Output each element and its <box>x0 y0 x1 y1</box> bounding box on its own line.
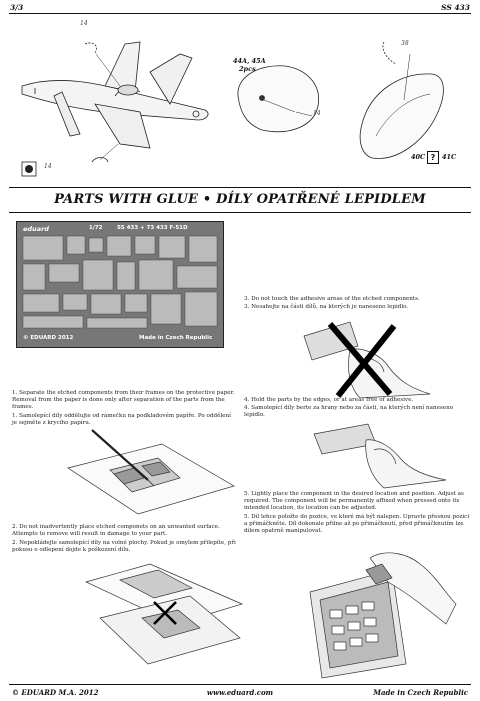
canopy-part-drawing <box>238 66 319 132</box>
step-marker-icon <box>25 165 33 173</box>
fret-brand: eduard <box>23 225 49 233</box>
part-label-44a-45a: 44A, 45A <box>233 57 266 65</box>
step-1-illustration <box>62 428 242 522</box>
step-4-cz: 4. Samolepící díly berte za hrany nebo za části, na kterých není naneseno lepidlo. <box>244 405 454 418</box>
part-label-40c: 40C <box>411 153 426 161</box>
part-callout-14b: 14 <box>313 110 321 117</box>
step-number: 14 <box>44 163 52 170</box>
step-1-cz: 1. Samolepící díly oddělujte od rámečku na podkladovém papíře. Po oddělení je sejměte z krycího papíru. <box>12 413 231 426</box>
step-2-illustration <box>80 558 250 676</box>
step-3-illustration <box>290 316 440 398</box>
footer-rule <box>9 684 471 685</box>
step-1-en: 1. Separate the etched components from their frames on the protective paper. Removal from the paper is done only after separation of the parts from the frames. <box>12 390 235 410</box>
step-4-illustration <box>300 420 450 490</box>
page-number: 3/3 <box>10 3 24 12</box>
section-rule-bottom <box>9 212 471 213</box>
fret-made-in: Made in Czech Republic <box>139 335 213 341</box>
fret-copyright: © EDUARD 2012 <box>23 335 74 341</box>
step-5-en: 5. Lightly place the component in the desired location and position. Adjust as required. The component will be permanently affixed when pressed onto its intended location, its location can be adjusted. <box>244 491 464 511</box>
step-2-en: 2. Do not inadvertently place etched componets on an unwanted surface. Attempts to remove will result in damage to your part. <box>12 524 220 537</box>
part-callout-14: 14 <box>80 20 88 27</box>
part-callout-38: 38 <box>401 40 409 47</box>
footer-copyright: © EDUARD M.A. 2012 <box>12 688 99 697</box>
step-3-cz: 3. Nesahejte na části dílů, na kterých je naneseno lepidlo. <box>244 304 409 310</box>
section-title: PARTS WITH GLUE • DÍLY OPATŘENÉ LEPIDLEM <box>54 192 426 207</box>
step-4-en: 4. Hold the parts by the edges, or at areas free of adhesive. <box>244 397 414 403</box>
fret-scale: 1/72 <box>89 225 103 231</box>
canopy-interior-drawing <box>360 42 443 158</box>
set-code: SS 433 <box>441 3 470 12</box>
part-count: 2pcs <box>239 65 256 73</box>
fret-parts-grid <box>17 222 223 347</box>
footer-website: www.eduard.com <box>206 688 274 697</box>
step-2-cz: 2. Nepokládejte samolepící díly na volné plochy. Pokud je omylem přilepíte, při pokusu o odlepení dojde k poškození dílu. <box>12 540 236 553</box>
part-label-41c: 41C <box>442 153 457 161</box>
section-rule-top <box>9 187 471 188</box>
step-5-illustration <box>296 534 466 680</box>
step-3-en: 3. Do not touch the adhesive areas of the etched components. <box>244 296 420 302</box>
photo-etch-fret <box>16 221 224 348</box>
footer-made-in: Made in Czech Republic <box>373 688 468 697</box>
step-5-cz: 5. Díl lehce položte do pozice, ve které má být nalepen. Upravte přesnou pozici a přimáčkněte. Díl dokonale přilne až po přimáčknutí, před přimáčknutím lze dílem opatrně manipulovat. <box>244 514 470 534</box>
help-icon: ? <box>427 151 439 164</box>
fret-code: SS 433 + 73 433 F-51D <box>117 225 188 231</box>
aircraft-drawing <box>22 42 208 162</box>
